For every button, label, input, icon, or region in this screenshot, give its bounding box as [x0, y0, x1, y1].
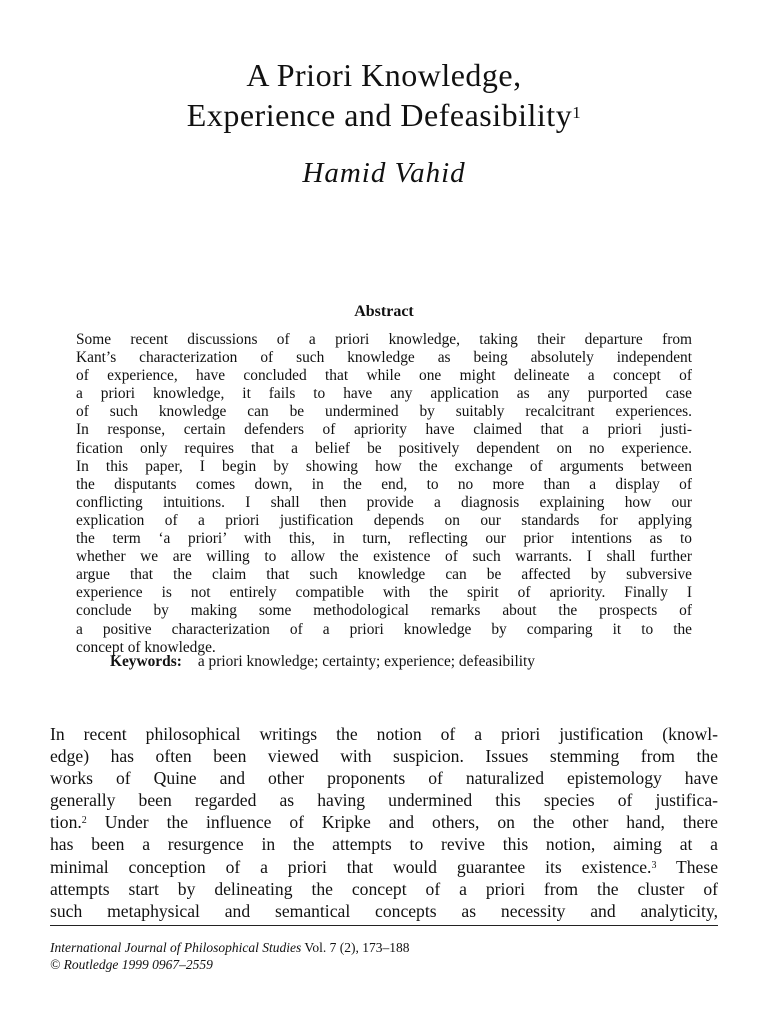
footer-rule: [50, 925, 718, 926]
abstract-line: concept of knowledge.: [76, 638, 216, 656]
body-line: [50, 811, 718, 833]
abstract-line: experience is not entirely compatible with the spirit of apriority. Finally I: [76, 584, 692, 602]
abstract-line: of experience, have concluded that while one might delineate a concept of: [76, 367, 692, 385]
body-line: In recent philosophical writings the notion of a priori justification (knowl-: [50, 724, 718, 744]
paper-title: [0, 55, 768, 135]
abstract-line: conclude by making some methodological remarks about the prospects of: [76, 602, 692, 620]
abstract-line: fication only requires that a belief be positively dependent on no experience.: [76, 439, 692, 457]
journal-volume: Vol. 7 (2), 173–188: [301, 940, 410, 955]
abstract-line: a positive characterization of a priori knowledge by comparing it to the: [76, 620, 692, 638]
body-line: edge) has often been viewed with suspicion. Issues stemming from the: [50, 746, 718, 767]
abstract-text: [76, 331, 692, 657]
body-line: has been a resurgence in the attempts to revive this notion, aiming at a: [50, 834, 718, 855]
abstract-line: of such knowledge can be undermined by suitably recalcitrant experiences.: [76, 403, 692, 421]
keywords: [110, 653, 535, 671]
body-line: such metaphysical and semantical concepts as necessity and analyticity,: [50, 900, 718, 921]
abstract-line: the disputants comes down, in the end, to no more than a display of: [76, 475, 692, 493]
abstract-line: Kant’s characterization of such knowledge as being absolutely independent: [76, 349, 692, 367]
journal-name: International Journal of Philosophical Studies: [50, 940, 302, 955]
body-line: [50, 856, 718, 878]
body-line: generally been regarded as having undermined this species of justifica-: [50, 790, 718, 811]
keywords-list: a priori knowledge; certainty; experience; defeasibility: [197, 653, 536, 670]
journal-citation: [50, 939, 410, 956]
body-text: Under the influence of Kripke and others, on the other hand, there: [86, 812, 718, 833]
abstract-heading: Abstract: [354, 303, 414, 320]
footer-citation: [50, 939, 410, 973]
abstract-line: Some recent discussions of a priori knowledge, taking their departure from: [76, 331, 692, 348]
body-text: These: [656, 856, 718, 877]
body-line: attempts start by delineating the concept of a priori from the cluster of: [50, 878, 718, 899]
abstract-line: a priori knowledge, it fails to have any application as any purported case: [76, 385, 692, 403]
title-footnote-marker: 1: [572, 103, 582, 122]
copyright-line: © Routledge 1999 0967–2559: [50, 957, 213, 972]
abstract-line: whether we are willing to allow the existence of such warrants. I shall further: [76, 548, 692, 566]
author-name: Hamid Vahid: [302, 157, 466, 189]
abstract-line: In response, certain defenders of apriority have claimed that a priori justi-: [76, 421, 692, 439]
footnote-marker: 2: [81, 815, 87, 827]
title-line-2-text: Experience and Defeasibility: [186, 97, 573, 133]
body-text: minimal conception of a priori that would guarantee its existence.: [50, 856, 652, 877]
title-line-1: A Priori Knowledge,: [246, 57, 522, 93]
body-paragraph: [50, 723, 718, 922]
body-text: tion.: [50, 812, 82, 833]
abstract-line: the term ‘a priori’ with this, in turn, reflecting our prior intentions as to: [76, 530, 692, 548]
abstract-line: conflicting intuitions. I shall then provide a diagnosis explaining how our: [76, 493, 692, 511]
body-line: works of Quine and other proponents of naturalized epistemology have: [50, 768, 718, 789]
abstract-line: argue that the claim that such knowledge can be affected by subversive: [76, 566, 692, 584]
abstract-line: In this paper, I begin by showing how the exchange of arguments between: [76, 457, 692, 475]
title-line-2: [0, 95, 768, 135]
keywords-label: Keywords:: [110, 653, 182, 670]
abstract-line: explication of a priori justification depends on our standards for applying: [76, 511, 692, 529]
footnote-marker: 3: [651, 859, 657, 871]
